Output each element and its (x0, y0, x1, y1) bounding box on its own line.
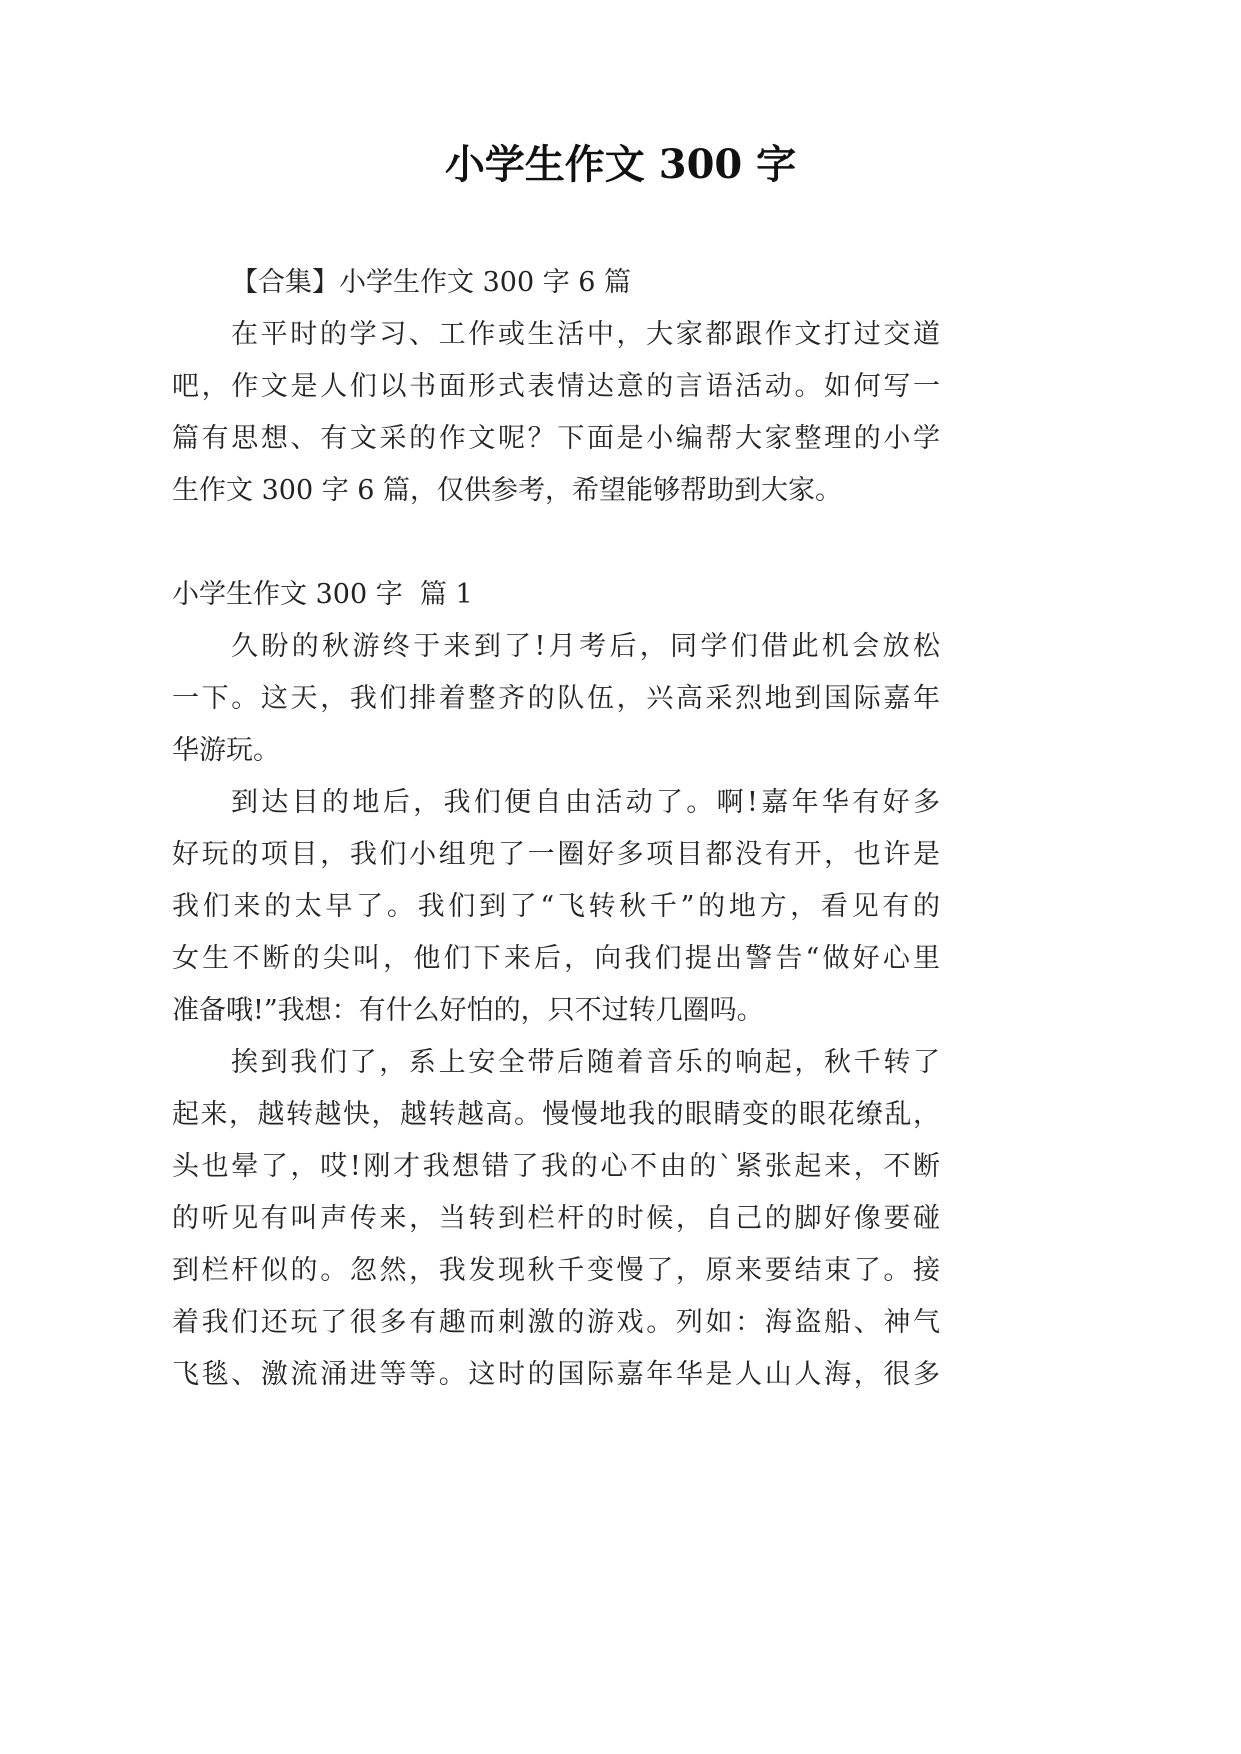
document-title: 小学生作文 300 字 (444, 141, 797, 188)
blank-line (172, 517, 940, 569)
text-line: 吧，作文是人们以书面形式表情达意的言语活动。如何写一 (172, 371, 940, 402)
text-line: 一下。这天，我们排着整齐的队伍，兴高采烈地到国际嘉年 (172, 683, 940, 714)
text-line: 起来，越转越快，越转越高。慢慢地我的眼睛变的眼花缭乱， (172, 1099, 940, 1130)
text-line: 的听见有叫声传来，当转到栏杆的时候，自己的脚好像要碰 (172, 1203, 940, 1234)
text-line: 我们来的太早了。我们到了“飞转秋千”的地方，看见有的 (172, 891, 940, 922)
paragraph (172, 621, 940, 777)
text-line: 头也晕了，哎!刚才我想错了我的心不由的`紧张起来，不断 (172, 1151, 940, 1182)
text-line: 挨到我们了，系上安全带后随着音乐的响起，秋千转了 (231, 1047, 940, 1078)
text-line: 飞毯、激流涌进等等。这时的国际嘉年华是人山人海，很多 (172, 1359, 940, 1390)
text-line: 久盼的秋游终于来到了!月考后，同学们借此机会放松 (231, 631, 940, 662)
document-body (172, 257, 940, 1401)
document-subtitle: 【合集】小学生作文 300 字 6 篇 (231, 267, 632, 298)
text-line: 篇有思想、有文采的作文呢？下面是小编帮大家整理的小学 (172, 423, 940, 454)
text-line: 华游玩。 (172, 735, 280, 766)
paragraph (172, 777, 940, 1037)
text-line: 在平时的学习、工作或生活中，大家都跟作文打过交道 (231, 319, 940, 350)
text-line: 到达目的地后，我们便自由活动了。啊!嘉年华有好多 (231, 787, 940, 818)
paragraph (172, 1037, 940, 1401)
text-line: 生作文 300 字 6 篇，仅供参考，希望能够帮助到大家。 (172, 475, 843, 506)
text-line: 女生不断的尖叫，他们下来后，向我们提出警告“做好心里 (172, 943, 940, 974)
intro-paragraph (172, 309, 940, 517)
text-line: 准备哦!”我想：有什么好怕的，只不过转几圈吗。 (172, 995, 764, 1026)
text-line: 着我们还玩了很多有趣而刺激的游戏。列如：海盗船、神气 (172, 1307, 940, 1338)
text-line: 到栏杆似的。忽然，我发现秋千变慢了，原来要结束了。接 (172, 1255, 940, 1286)
text-line: 好玩的项目，我们小组兜了一圈好多项目都没有开，也许是 (172, 839, 940, 870)
section-heading: 小学生作文 300 字 篇 1 (172, 579, 473, 610)
section-1 (172, 569, 940, 1401)
